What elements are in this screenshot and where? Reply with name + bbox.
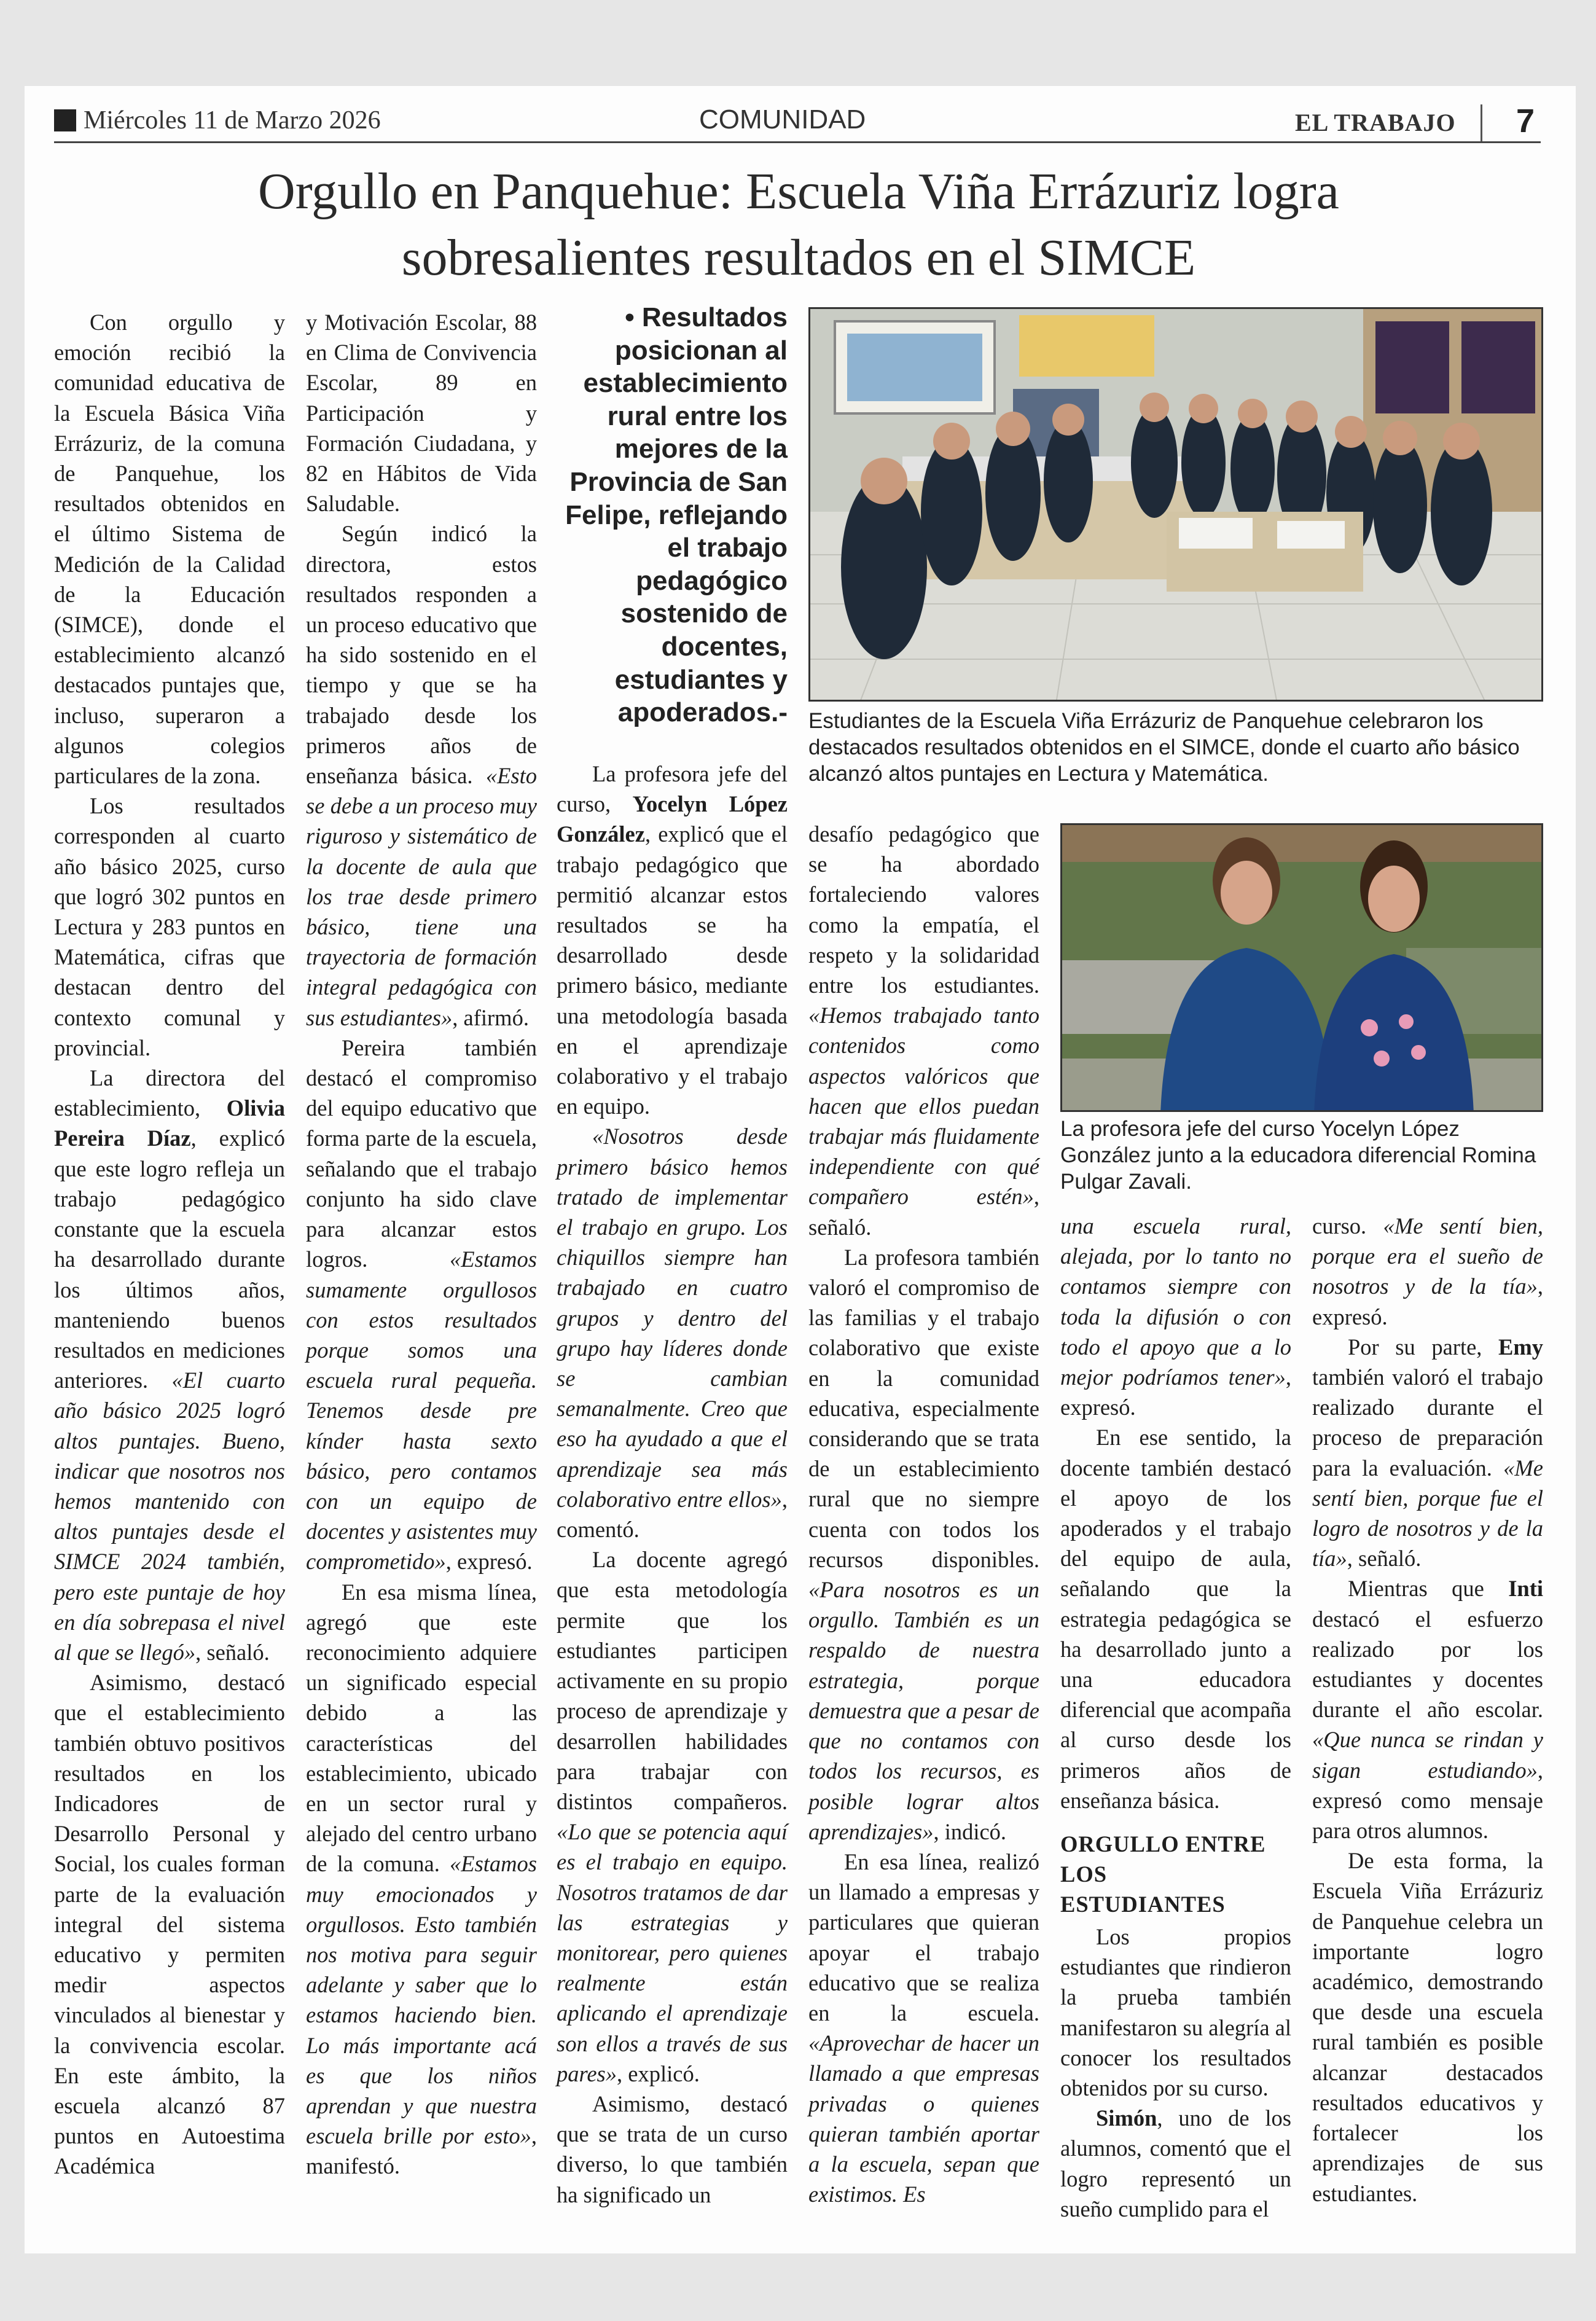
text-run: , explicó que el trabajo pedagógico que permitió alcanzar estos resultados se ha desarrollado desde primero básico, mediante una metodología basada en el aprendizaje colaborativo y el trabajo en equipo. (557, 821, 788, 1119)
text-run: , uno de los alumnos, comentó que el logro representó un sueño cumplido para el (1060, 2105, 1291, 2221)
subheading-line: ESTUDIANTES (1060, 1892, 1226, 1917)
paragraph (306, 1033, 537, 1577)
quote: «Esto se debe a un proceso muy riguroso y sistemático de la docente de aula que los trae desde primero básico, tiene una trayectoria de formación integral pedagógica con sus estudiantes» (306, 763, 537, 1030)
text-run: , expresó como mensaje para otros alumnos. (1312, 1757, 1543, 1844)
text-run: Pereira también destacó el compromiso del equipo educativo que forma parte de la escuela, señalando que el trabajo conjunto ha sido clave para alcanzar estos logros. (306, 1035, 537, 1272)
article-column-3 (557, 759, 788, 2210)
text-run: La profesora también valoró el compromiso de las familias y el trabajo colaborativo que existe en la comunidad educativa, especialmente considerando que se trata de un establecimiento rural que no siempre cuenta con todos los recursos disponibles. (808, 1244, 1039, 1572)
text-run: La directora del establecimiento, (54, 1065, 285, 1121)
quote: «Me sentí bien, porque era el sueño de nosotros y de la tía» (1312, 1213, 1544, 1299)
article-column-6 (1312, 1211, 1543, 2209)
quote: «Que nunca se rindan y sigan estudiando» (1312, 1727, 1543, 1783)
paragraph (306, 1577, 537, 2182)
masthead-rule (54, 141, 1541, 143)
text-run: , señaló. (1347, 1546, 1422, 1571)
person-name: Inti (1508, 1576, 1543, 1602)
paragraph (1312, 1211, 1543, 1332)
text-run: también valoró el trabajo realizado durante el proceso de preparación para la evaluación. (1312, 1364, 1543, 1481)
quote: «Para nosotros es un orgullo. También es un respaldo de nuestra estrategia, porque demuestra que a pesar de que no contamos con todos los recursos, es posible lograr altos aprendizajes» (808, 1577, 1039, 1844)
article-column-2 (306, 307, 537, 2182)
text-run: Mientras que (1348, 1576, 1509, 1602)
paragraph: De esta forma, la Escuela Viña Errázuriz de Panquehue celebra un importante logro académico, demostrando que desde una escuela rural también es posible alcanzar destacados resultados educativos y fortalecer los aprendizajes de sus estudiantes. (1312, 1848, 1543, 2206)
paragraph (1312, 1332, 1543, 1574)
text-run: , expresó. (445, 1549, 533, 1575)
paragraph: En ese sentido, la docente también destacó el apoyo de los apoderados y el trabajo del equipo de aula, señalando que la estrategia pedagógica se ha desarrollado junto a una educadora diferencial que acompaña al curso desde los primeros años de enseñanza básica. (1060, 1425, 1291, 1813)
text-run: curso. (1312, 1213, 1383, 1239)
quote: «Me sentí bien, porque fue el logro de nosotros y de la tía» (1312, 1455, 1543, 1571)
section-name: COMUNIDAD (699, 104, 866, 135)
quote: una escuela rural, alejada, por lo tanto no contamos siempre con toda la difusión o con todo el apoyo que a lo mejor podríamos tener» (1060, 1213, 1291, 1390)
text-run: destacó el esfuerzo realizado por los estudiantes y docentes durante el año escolar. (1312, 1606, 1543, 1723)
pull-quote: • Resultados posicionan al establecimiento rural entre los mejores de la Provincia de San Felipe, reflejando el trabajo pedagógico sostenido de docentes, estudiantes y apoderados.- (565, 302, 788, 728)
paragraph (54, 1063, 285, 1667)
paragraph: Los resultados corresponden al cuarto año básico 2025, curso que logró 302 puntos en Lectura y 283 puntos en Matemática, cifras que destacan dentro del contexto comunal y provincial. (54, 793, 285, 1060)
quote: «Aprovechar de hacer un llamado a que empresas privadas o quienes quieran también aportar a la escuela, sepan que existimos. Es (808, 2030, 1039, 2207)
paragraph: Los propios estudiantes que rindieron la prueba también manifestaron su alegría al conocer los resultados obtenidos por su curso. (1060, 1924, 1291, 2101)
masthead (54, 104, 1541, 143)
paragraph (1060, 2103, 1291, 2224)
text-run: En esa línea, realizó un llamado a empresas y particulares que quieran apoyar el trabajo educativo que se realiza en la escuela. (808, 1849, 1039, 2025)
masthead-divider (1481, 104, 1482, 141)
classroom-illustration (810, 309, 1543, 702)
person-name: Simón (1096, 2105, 1157, 2131)
section-subheading (1060, 1829, 1291, 1919)
person-name: Emy (1498, 1334, 1543, 1360)
teachers-photo (1060, 823, 1543, 1112)
article-column-1 (54, 307, 285, 2182)
article-column-5 (1060, 1211, 1291, 2224)
text-run: En esa misma línea, agregó que este reconocimiento adquiere un significado especial debido a las características del establecimiento, ubicado en un sector rural y alejado del centro urbano de la comuna. (306, 1579, 537, 1877)
teachers-illustration (1062, 825, 1543, 1112)
paragraph (306, 519, 537, 1032)
paragraph (557, 1544, 788, 2089)
text-run: , explicó que este logro refleja un trabajo pedagógico constante que la escuela ha desarrollado durante los últimos años, manteniendo buenos resultados en mediciones anteriores. (54, 1125, 285, 1393)
subheading-line: LOS (1060, 1861, 1108, 1887)
text-run: , comentó. (557, 1486, 788, 1543)
paragraph (557, 1121, 788, 1544)
headline-line-1: Orgullo en Panquehue: Escuela Viña Errázuriz logra (258, 163, 1339, 220)
paragraph (808, 819, 1039, 1242)
square-bullet-icon (54, 109, 76, 131)
quote: «El cuarto año básico 2025 logró altos puntajes. Bueno, indicar que nosotros nos hemos mantenido con altos puntajes desde el SIMCE 2024 también, pero este puntaje de hoy en día sobrepasa el nivel al que se llegó» (54, 1368, 285, 1665)
person-name: Olivia Pereira Díaz (54, 1095, 285, 1151)
text-run: La docente agregó que esta metodología permite que los estudiantes participen activamente en su propio proceso de aprendizaje y desarrollen habilidades para trabajar con distintos compañeros. (557, 1547, 788, 1814)
newspaper-name: EL TRABAJO (1295, 109, 1456, 136)
text-run: desafío pedagógico que se ha abordado fortaleciendo valores como la empatía, el respeto y la solidaridad entre los estudiantes. (808, 821, 1039, 998)
paragraph: Asimismo, destacó que se trata de un curso diverso, lo que también ha significado un (557, 2091, 788, 2207)
text-run: , afirmó. (452, 1004, 529, 1030)
text-run: , señaló. (195, 1639, 270, 1665)
paragraph: Con orgullo y emoción recibió la comunidad educativa de la Escuela Básica Viña Errázuriz, de la comuna de Panquehue, los resultados obtenidos en el último Sistema de Medición de la Calidad de la Educación (SIMCE), donde el establecimiento alcanzó destacados puntajes que, incluso, superaron a algunos colegios particulares de la zona. (54, 310, 285, 789)
teachers-photo-caption: La profesora jefe del curso Yocelyn López González junto a la educadora diferencial Romina Pulgar Zavali. (1060, 1117, 1536, 1194)
paragraph: y Motivación Escolar, 88 en Clima de Convivencia Escolar, 89 en Participación y Formación Ciudadana, y 82 en Hábitos de Vida Saludable. (306, 310, 537, 517)
classroom-photo-caption: Estudiantes de la Escuela Viña Errázuriz de Panquehue celebraron los destacados resultados obtenidos en el SIMCE, donde el cuarto año básico alcanzó altos puntajes en Lectura y Matemática. (808, 709, 1520, 786)
paragraph (808, 1242, 1039, 1847)
text-run: , expresó. (1060, 1364, 1291, 1420)
quote: «Nosotros desde primero básico hemos tratado de implementar el trabajo en grupo. Los chiquillos siempre han trabajado en cuatro grupos y dentro del grupo hay líderes donde se cambian semanalmente. Creo que eso ha ayudado a que el aprendizaje sea más colaborativo entre ellos» (557, 1124, 788, 1512)
page-number: 7 (1516, 103, 1535, 139)
text-run: Por su parte, (1348, 1334, 1498, 1360)
article-column-4 (808, 819, 1039, 2209)
quote: «Estamos sumamente orgullosos con estos resultados porque somos una escuela rural pequeña. Tenemos desde pre kínder hasta sexto básico, pero contamos con un equipo de docentes y asistentes muy comprometido» (306, 1247, 537, 1575)
article-headline (92, 159, 1505, 291)
paragraph (808, 1847, 1039, 2209)
text-run: , explicó. (617, 2061, 700, 2086)
paragraph (1312, 1573, 1543, 1845)
paragraph (557, 759, 788, 1121)
date-text: Miércoles 11 de Marzo 2026 (84, 106, 381, 135)
headline-line-2: sobresalientes resultados en el SIMCE (401, 229, 1196, 286)
classroom-photo (808, 307, 1543, 702)
paragraph (1060, 1211, 1291, 1422)
quote: «Lo que se potencia aquí es el trabajo en equipo. Nosotros tratamos de dar las estrategias y monitorear, pero quienes realmente están aplicando el aprendizaje son ellos a través de sus pares» (557, 1819, 788, 2086)
text-run: La profesora jefe del curso, (557, 761, 788, 817)
text-run: , expresó. (1312, 1274, 1543, 1329)
issue-date (54, 106, 381, 135)
subheading-line: ORGULLO ENTRE (1060, 1831, 1266, 1857)
text-run: , señaló. (808, 1184, 1039, 1240)
person-name: Yocelyn López González (557, 791, 788, 847)
paragraph: Asimismo, destacó que el establecimiento también obtuvo positivos resultados en los Indicadores de Desarrollo Personal y Social, los cuales forman parte de la evaluación integral del sistema educativo y permiten medir aspectos vinculados al bienestar y la convivencia escolar. En este ámbito, la escuela alcanzó 87 puntos en Autoestima Académica (54, 1670, 285, 2179)
text-run: , indicó. (933, 1818, 1007, 1844)
quote: «Hemos trabajado tanto contenidos como aspectos valóricos que hacen que ellos puedan trabajar más fluidamente independiente con qué compañero estén» (808, 1003, 1039, 1210)
quote: «Estamos muy emocionados y orgullosos. Esto también nos motiva para seguir adelante y saber que lo estamos haciendo bien. Lo más importante acá es que los niños aprendan y que nuestra escuela brille por esto» (306, 1851, 537, 2149)
text-run: , manifestó. (306, 2123, 537, 2179)
text-run: Según indicó la directora, estos resultados responden a un proceso educativo que ha sido sostenido en el tiempo y que se ha trabajado desde los primeros años de enseñanza básica. (306, 521, 537, 789)
